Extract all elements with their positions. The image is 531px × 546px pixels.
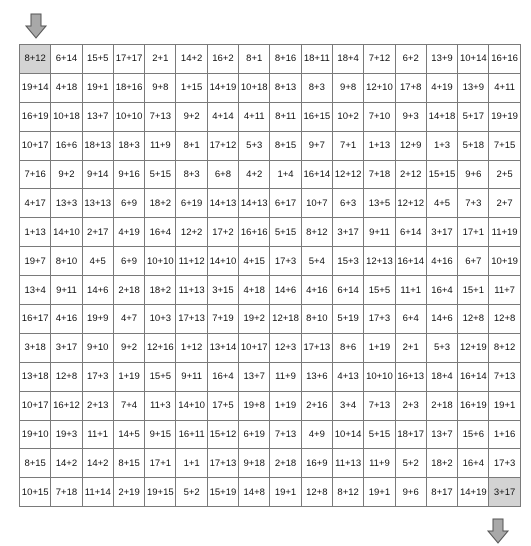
- maze-cell[interactable]: 2+18: [426, 391, 457, 420]
- maze-cell[interactable]: 14+10: [207, 247, 238, 276]
- maze-cell[interactable]: 14+10: [51, 218, 82, 247]
- maze-cell[interactable]: 3+17: [332, 218, 363, 247]
- maze-cell[interactable]: 13+7: [426, 420, 457, 449]
- maze-cell[interactable]: 10+18: [239, 73, 270, 102]
- maze-cell[interactable]: 3+4: [332, 391, 363, 420]
- maze-cell[interactable]: 7+16: [20, 160, 51, 189]
- maze-row: [20, 362, 521, 391]
- maze-cell[interactable]: 17+3: [364, 305, 395, 334]
- maze-cell[interactable]: 11+9: [364, 449, 395, 478]
- maze-cell[interactable]: 5+15: [364, 420, 395, 449]
- maze-cell[interactable]: 15+15: [426, 160, 457, 189]
- maze-cell[interactable]: 18+3: [113, 131, 144, 160]
- maze-cell[interactable]: 13+5: [364, 189, 395, 218]
- maze-row: [20, 305, 521, 334]
- maze-cell[interactable]: 4+7: [113, 305, 144, 334]
- maze-cell[interactable]: 17+5: [207, 391, 238, 420]
- maze-row: [20, 218, 521, 247]
- maze-cell[interactable]: 12+8: [489, 305, 520, 334]
- maze-cell[interactable]: 4+14: [207, 102, 238, 131]
- maze-cell[interactable]: 12+18: [270, 305, 301, 334]
- maze-cell[interactable]: 12+13: [364, 247, 395, 276]
- maze-cell[interactable]: 5+2: [176, 478, 207, 507]
- maze-cell[interactable]: 6+14: [395, 218, 426, 247]
- maze-cell[interactable]: 1+3: [426, 131, 457, 160]
- maze-cell[interactable]: 8+1: [239, 45, 270, 74]
- maze-cell[interactable]: 4+16: [301, 276, 332, 305]
- maze-cell[interactable]: 6+14: [51, 45, 82, 74]
- maze-cell[interactable]: 8+11: [270, 102, 301, 131]
- maze-cell[interactable]: 9+8: [332, 73, 363, 102]
- maze-cell[interactable]: 14+5: [113, 420, 144, 449]
- maze-cell[interactable]: 3+17: [426, 218, 457, 247]
- maze-cell[interactable]: 16+14: [458, 362, 489, 391]
- maze-cell[interactable]: 8+15: [270, 131, 301, 160]
- maze-cell[interactable]: 8+15: [20, 449, 51, 478]
- maze-cell[interactable]: 13+4: [20, 276, 51, 305]
- maze-cell[interactable]: 1+16: [489, 420, 520, 449]
- maze-cell[interactable]: 16+4: [426, 276, 457, 305]
- maze-cell[interactable]: 14+13: [239, 189, 270, 218]
- maze-cell[interactable]: 8+12: [301, 218, 332, 247]
- maze-cell[interactable]: 17+3: [270, 247, 301, 276]
- maze-cell[interactable]: 7+12: [364, 45, 395, 74]
- maze-cell[interactable]: 9+11: [364, 218, 395, 247]
- maze-cell[interactable]: 5+19: [332, 305, 363, 334]
- maze-cell[interactable]: 9+8: [145, 73, 176, 102]
- maze-cell[interactable]: 10+17: [20, 131, 51, 160]
- maze-cell[interactable]: 4+13: [332, 362, 363, 391]
- maze-cell[interactable]: 17+1: [145, 449, 176, 478]
- maze-row: [20, 189, 521, 218]
- maze-cell[interactable]: 2+1: [145, 45, 176, 74]
- maze-row: [20, 478, 521, 507]
- maze-cell[interactable]: 9+11: [51, 276, 82, 305]
- maze-cell[interactable]: 14+10: [176, 391, 207, 420]
- maze-cell[interactable]: 6+7: [458, 247, 489, 276]
- maze-cell[interactable]: 6+8: [207, 160, 238, 189]
- maze-cell[interactable]: 4+5: [82, 247, 113, 276]
- maze-cell[interactable]: 10+3: [145, 305, 176, 334]
- maze-cell[interactable]: 6+9: [113, 189, 144, 218]
- maze-cell[interactable]: 2+5: [489, 160, 520, 189]
- maze-cell[interactable]: 1+15: [176, 73, 207, 102]
- maze-cell[interactable]: 7+13: [364, 391, 395, 420]
- maze-cell[interactable]: 8+17: [426, 478, 457, 507]
- maze-cell[interactable]: 15+3: [332, 247, 363, 276]
- maze-cell[interactable]: 19+10: [20, 420, 51, 449]
- maze-cell[interactable]: 6+19: [239, 420, 270, 449]
- maze-cell[interactable]: 3+17: [489, 478, 520, 507]
- maze-row: [20, 333, 521, 362]
- maze-cell[interactable]: 17+13: [176, 305, 207, 334]
- maze-cell[interactable]: 14+2: [176, 45, 207, 74]
- maze-cell[interactable]: 16+4: [458, 449, 489, 478]
- maze-cell[interactable]: 2+18: [113, 276, 144, 305]
- maze-cell[interactable]: 17+8: [395, 73, 426, 102]
- maze-cell[interactable]: 16+16: [489, 45, 520, 74]
- maze-cell[interactable]: 4+18: [51, 73, 82, 102]
- maze-cell[interactable]: 18+4: [426, 362, 457, 391]
- maze-cell[interactable]: 9+11: [176, 362, 207, 391]
- maze-cell[interactable]: 4+17: [20, 189, 51, 218]
- maze-cell[interactable]: 10+19: [489, 247, 520, 276]
- maze-cell[interactable]: 2+16: [301, 391, 332, 420]
- maze-cell[interactable]: 11+7: [489, 276, 520, 305]
- maze-cell[interactable]: 10+17: [20, 391, 51, 420]
- maze-cell[interactable]: 6+4: [395, 305, 426, 334]
- maze-cell[interactable]: 19+19: [489, 102, 520, 131]
- maze-row: [20, 276, 521, 305]
- maze-cell[interactable]: 4+15: [239, 247, 270, 276]
- maze-cell[interactable]: 11+1: [395, 276, 426, 305]
- maze-cell[interactable]: 3+15: [207, 276, 238, 305]
- maze-cell[interactable]: 18+16: [113, 73, 144, 102]
- maze-cell[interactable]: 19+8: [239, 391, 270, 420]
- maze-cell[interactable]: 1+12: [176, 333, 207, 362]
- maze-cell[interactable]: 11+9: [270, 362, 301, 391]
- maze-cell[interactable]: 16+15: [301, 102, 332, 131]
- maze-cell[interactable]: 2+3: [395, 391, 426, 420]
- maze-cell[interactable]: 16+14: [301, 160, 332, 189]
- maze-cell[interactable]: 9+2: [51, 160, 82, 189]
- maze-cell[interactable]: 16+4: [145, 218, 176, 247]
- maze-cell[interactable]: 6+14: [332, 276, 363, 305]
- maze-cell[interactable]: 16+14: [395, 247, 426, 276]
- maze-cell[interactable]: 10+15: [20, 478, 51, 507]
- end-down-arrow-icon: [487, 518, 509, 544]
- maze-cell[interactable]: 4+18: [239, 276, 270, 305]
- maze-cell[interactable]: 17+13: [207, 449, 238, 478]
- maze-cell[interactable]: 11+13: [332, 449, 363, 478]
- maze-cell[interactable]: 2+17: [82, 218, 113, 247]
- maze-cell[interactable]: 4+2: [239, 160, 270, 189]
- maze-cell[interactable]: 2+7: [489, 189, 520, 218]
- maze-cell[interactable]: 9+7: [301, 131, 332, 160]
- maze-cell[interactable]: 19+1: [364, 478, 395, 507]
- maze-cell[interactable]: 1+1: [176, 449, 207, 478]
- maze-cell[interactable]: 17+2: [207, 218, 238, 247]
- maze-cell[interactable]: 10+14: [458, 45, 489, 74]
- maze-cell[interactable]: 8+3: [301, 73, 332, 102]
- maze-cell[interactable]: 17+3: [489, 449, 520, 478]
- maze-cell[interactable]: 5+15: [270, 218, 301, 247]
- maze-cell[interactable]: 12+8: [301, 478, 332, 507]
- maze-cell[interactable]: 5+3: [426, 333, 457, 362]
- maze-row: [20, 102, 521, 131]
- maze-cell[interactable]: 12+19: [458, 333, 489, 362]
- maze-cell[interactable]: 10+10: [113, 102, 144, 131]
- maze-cell[interactable]: 7+3: [458, 189, 489, 218]
- maze-cell[interactable]: 17+17: [113, 45, 144, 74]
- maze-cell[interactable]: 15+6: [458, 420, 489, 449]
- maze-cell[interactable]: 11+14: [82, 478, 113, 507]
- maze-cell[interactable]: 10+7: [301, 189, 332, 218]
- maze-cell[interactable]: 13+7: [82, 102, 113, 131]
- maze-cell[interactable]: 1+13: [20, 218, 51, 247]
- maze-cell[interactable]: 4+11: [239, 102, 270, 131]
- maze-cell[interactable]: 17+3: [82, 362, 113, 391]
- maze-cell[interactable]: 6+9: [113, 247, 144, 276]
- maze-cell[interactable]: 4+19: [113, 218, 144, 247]
- maze-cell[interactable]: 8+3: [176, 160, 207, 189]
- maze-cell[interactable]: 8+16: [270, 45, 301, 74]
- maze-cell[interactable]: 7+13: [145, 102, 176, 131]
- maze-cell[interactable]: 18+11: [301, 45, 332, 74]
- maze-row: [20, 391, 521, 420]
- maze-cell[interactable]: 1+4: [270, 160, 301, 189]
- maze-cell[interactable]: 4+11: [489, 73, 520, 102]
- maze-cell[interactable]: 14+6: [82, 276, 113, 305]
- maze-cell[interactable]: 5+15: [145, 160, 176, 189]
- maze-cell[interactable]: 15+5: [145, 362, 176, 391]
- maze-cell[interactable]: 7+19: [207, 305, 238, 334]
- maze-cell[interactable]: 13+18: [20, 362, 51, 391]
- maze-cell[interactable]: 8+10: [301, 305, 332, 334]
- maze-cell[interactable]: 11+19: [489, 218, 520, 247]
- maze-cell[interactable]: 16+2: [207, 45, 238, 74]
- maze-cell[interactable]: 4+19: [426, 73, 457, 102]
- maze-cell[interactable]: 17+12: [207, 131, 238, 160]
- maze-cell[interactable]: 14+8: [239, 478, 270, 507]
- maze-cell[interactable]: 19+1: [489, 391, 520, 420]
- maze-cell[interactable]: 15+5: [82, 45, 113, 74]
- maze-cell[interactable]: 12+12: [395, 189, 426, 218]
- maze-cell[interactable]: 9+6: [395, 478, 426, 507]
- maze-cell[interactable]: 9+10: [82, 333, 113, 362]
- maze-cell[interactable]: 16+13: [395, 362, 426, 391]
- maze-cell[interactable]: 18+17: [395, 420, 426, 449]
- maze-cell[interactable]: 13+3: [51, 189, 82, 218]
- maze-cell[interactable]: 13+9: [458, 73, 489, 102]
- maze-cell[interactable]: 12+2: [176, 218, 207, 247]
- maze-row: [20, 160, 521, 189]
- maze-cell[interactable]: 16+6: [51, 131, 82, 160]
- maze-row: [20, 247, 521, 276]
- maze-cell[interactable]: 14+19: [207, 73, 238, 102]
- maze-cell[interactable]: 12+8: [51, 362, 82, 391]
- maze-cell[interactable]: 1+19: [113, 362, 144, 391]
- maze-cell[interactable]: 7+15: [489, 131, 520, 160]
- maze-cell[interactable]: 8+15: [113, 449, 144, 478]
- maze-cell[interactable]: 3+18: [20, 333, 51, 362]
- maze-row: [20, 449, 521, 478]
- maze-cell[interactable]: 19+3: [51, 420, 82, 449]
- maze-cell[interactable]: 8+6: [332, 333, 363, 362]
- maze-row: [20, 420, 521, 449]
- maze-cell[interactable]: 7+13: [489, 362, 520, 391]
- maze-cell[interactable]: 12+8: [458, 305, 489, 334]
- maze-cell[interactable]: 10+14: [332, 420, 363, 449]
- maze-cell[interactable]: 2+1: [395, 333, 426, 362]
- maze-cell[interactable]: 1+19: [270, 391, 301, 420]
- maze-cell[interactable]: 10+18: [51, 102, 82, 131]
- maze-cell[interactable]: 18+2: [426, 449, 457, 478]
- maze-cell[interactable]: 9+2: [176, 102, 207, 131]
- maze-row: [20, 45, 521, 74]
- maze-cell[interactable]: 11+1: [82, 420, 113, 449]
- maze-cell[interactable]: 7+18: [364, 160, 395, 189]
- maze-cell[interactable]: 14+6: [426, 305, 457, 334]
- maze-cell[interactable]: 9+16: [113, 160, 144, 189]
- maze-cell[interactable]: 7+13: [270, 420, 301, 449]
- maze-cell[interactable]: 5+17: [458, 102, 489, 131]
- maze-row: [20, 131, 521, 160]
- maze-cell[interactable]: 13+6: [301, 362, 332, 391]
- maze-cell[interactable]: 6+3: [332, 189, 363, 218]
- maze-cell[interactable]: 15+1: [458, 276, 489, 305]
- maze-cell[interactable]: 19+2: [239, 305, 270, 334]
- maze-cell[interactable]: 5+18: [458, 131, 489, 160]
- maze-cell[interactable]: 9+2: [113, 333, 144, 362]
- maze-cell[interactable]: 12+12: [332, 160, 363, 189]
- maze-cell[interactable]: 7+18: [51, 478, 82, 507]
- maze-cell[interactable]: 16+19: [458, 391, 489, 420]
- maze-cell[interactable]: 16+12: [51, 391, 82, 420]
- maze-cell[interactable]: 16+11: [176, 420, 207, 449]
- maze-cell[interactable]: 14+6: [270, 276, 301, 305]
- maze-cell[interactable]: 1+19: [364, 333, 395, 362]
- maze-cell[interactable]: 6+19: [176, 189, 207, 218]
- maze-cell[interactable]: 2+13: [82, 391, 113, 420]
- maze-cell[interactable]: 4+16: [426, 247, 457, 276]
- maze-cell[interactable]: 16+17: [20, 305, 51, 334]
- maze-cell[interactable]: 11+9: [145, 131, 176, 160]
- maze-cell[interactable]: 8+13: [270, 73, 301, 102]
- maze-cell[interactable]: 10+2: [332, 102, 363, 131]
- maze-cell[interactable]: 2+19: [113, 478, 144, 507]
- maze-cell[interactable]: 16+19: [20, 102, 51, 131]
- maze-cell[interactable]: 6+17: [270, 189, 301, 218]
- maze-cell[interactable]: 5+3: [239, 131, 270, 160]
- maze-cell[interactable]: 19+1: [270, 478, 301, 507]
- maze-cell[interactable]: 13+13: [82, 189, 113, 218]
- maze-cell[interactable]: 3+17: [51, 333, 82, 362]
- maze-cell[interactable]: 19+7: [20, 247, 51, 276]
- maze-cell[interactable]: 12+9: [395, 131, 426, 160]
- maze-cell[interactable]: 5+4: [301, 247, 332, 276]
- maze-cell[interactable]: 13+14: [207, 333, 238, 362]
- maze-cell[interactable]: 10+10: [145, 247, 176, 276]
- maze-cell[interactable]: 18+4: [332, 45, 363, 74]
- maze-cell[interactable]: 7+1: [332, 131, 363, 160]
- maze-cell[interactable]: 2+18: [270, 449, 301, 478]
- maze-cell[interactable]: 2+12: [395, 160, 426, 189]
- maze-cell[interactable]: 12+10: [364, 73, 395, 102]
- maze-row: [20, 73, 521, 102]
- maze-cell[interactable]: 9+18: [239, 449, 270, 478]
- maze-cell[interactable]: 11+12: [176, 247, 207, 276]
- maze-cell[interactable]: 6+2: [395, 45, 426, 74]
- maze-cell[interactable]: 13+9: [426, 45, 457, 74]
- maze-cell[interactable]: 12+16: [145, 333, 176, 362]
- maze-cell[interactable]: 19+14: [20, 73, 51, 102]
- maze-cell[interactable]: 15+19: [207, 478, 238, 507]
- maze-cell[interactable]: 15+12: [207, 420, 238, 449]
- maze-cell[interactable]: 8+1: [176, 131, 207, 160]
- maze-cell[interactable]: 8+12: [489, 333, 520, 362]
- maze-cell[interactable]: 4+9: [301, 420, 332, 449]
- maze-grid: [19, 44, 521, 507]
- maze-cell[interactable]: 4+5: [426, 189, 457, 218]
- start-down-arrow-icon: [25, 13, 47, 39]
- maze-cell[interactable]: 15+5: [364, 276, 395, 305]
- maze-cell[interactable]: 17+1: [458, 218, 489, 247]
- maze-cell[interactable]: 19+15: [145, 478, 176, 507]
- maze-cell[interactable]: 17+13: [301, 333, 332, 362]
- maze-cell[interactable]: 9+15: [145, 420, 176, 449]
- maze-cell[interactable]: 10+10: [364, 362, 395, 391]
- maze-cell[interactable]: 16+9: [301, 449, 332, 478]
- maze-cell[interactable]: 7+4: [113, 391, 144, 420]
- maze-cell[interactable]: 14+13: [207, 189, 238, 218]
- maze-cell[interactable]: 8+10: [51, 247, 82, 276]
- maze-cell[interactable]: 9+3: [395, 102, 426, 131]
- maze-cell[interactable]: 13+7: [239, 362, 270, 391]
- maze-cell[interactable]: 10+17: [239, 333, 270, 362]
- maze-cell[interactable]: 14+2: [82, 449, 113, 478]
- maze-cell[interactable]: 1+13: [364, 131, 395, 160]
- maze-cell[interactable]: 19+1: [82, 73, 113, 102]
- maze-cell[interactable]: 12+3: [270, 333, 301, 362]
- maze-cell[interactable]: 5+2: [395, 449, 426, 478]
- maze-cell[interactable]: 8+12: [332, 478, 363, 507]
- maze-cell[interactable]: 18+2: [145, 276, 176, 305]
- maze-cell[interactable]: 11+3: [145, 391, 176, 420]
- maze-cell[interactable]: 14+19: [458, 478, 489, 507]
- maze-cell[interactable]: 18+2: [145, 189, 176, 218]
- maze-cell[interactable]: 19+9: [82, 305, 113, 334]
- maze-cell[interactable]: 4+16: [51, 305, 82, 334]
- maze-cell[interactable]: 7+10: [364, 102, 395, 131]
- maze-cell[interactable]: 16+16: [239, 218, 270, 247]
- maze-cell[interactable]: 18+13: [82, 131, 113, 160]
- maze-cell[interactable]: 9+14: [82, 160, 113, 189]
- maze-cell[interactable]: 16+4: [207, 362, 238, 391]
- maze-cell[interactable]: 14+18: [426, 102, 457, 131]
- maze-cell[interactable]: 14+2: [51, 449, 82, 478]
- maze-cell[interactable]: 9+6: [458, 160, 489, 189]
- maze-cell[interactable]: 8+12: [20, 45, 51, 74]
- maze-cell[interactable]: 11+13: [176, 276, 207, 305]
